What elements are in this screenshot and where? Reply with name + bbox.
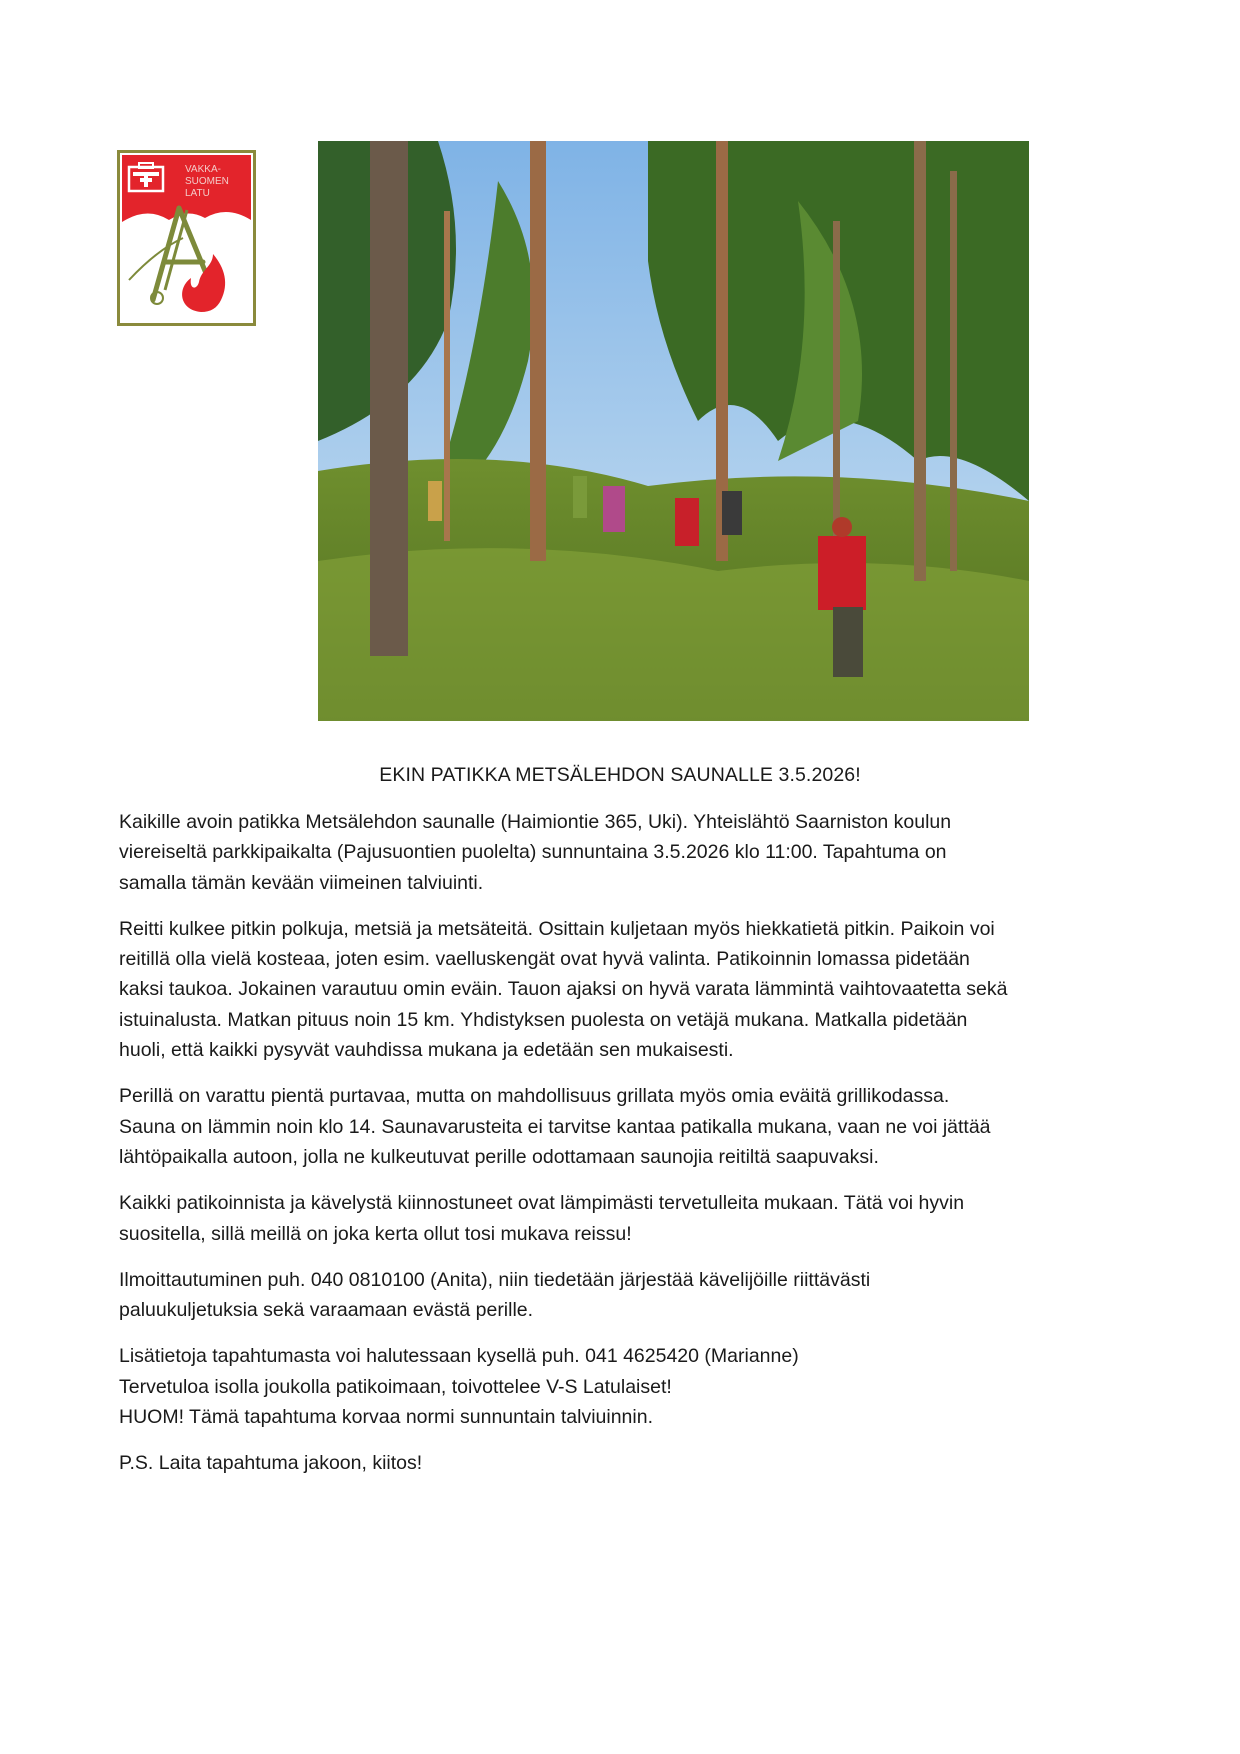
logo-text: VAKKA- SUOMEN LATU: [185, 164, 229, 199]
paragraph-ps: P.S. Laita tapahtuma jakoon, kiitos!: [119, 1452, 423, 1475]
paragraph-route: Reitti kulkee pitkin polkuja, metsiä ja metsäteitä. Osittain kuljetaan myös hiekkatietä pitkin. Paikoin voi reitillä olla vielä kosteaa, joten esim. vaelluskengät ovat hyvä valinta. Patikoinnin lomassa pidetään kaksi taukoa. Jokainen varautuu omin eväin. Tauon ajaksi on hyvä varata lämmintä vaihtovaatetta sekä istuinalusta. Matkan pituus noin 15 km. Yhdistyksen puolesta on vetäjä mukana. Matkalla pidetään huoli, että kaikki pysyvät vauhdissa mukana ja edetään sen mukaisesti.: [119, 917, 1008, 1062]
forest-hike-photo: [318, 141, 1029, 721]
paragraph-intro: Kaikille avoin patikka Metsälehdon saunalle (Haimiontie 365, Uki). Yhteislähtö Saarniston koulun viereiseltä parkkipaikalta (Pajusuontien puolelta) sunnuntaina 3.5.2026 klo 11:00. Tapahtuma on samalla tämän kevään viimeinen talviuinti.: [119, 811, 952, 894]
forest-scene-image: [318, 141, 1029, 721]
paragraph-sauna: Perillä on varattu pientä purtavaa, mutta on mahdollisuus grillata myös omia eväitä grillikodassa. Sauna on lämmin noin klo 14. Saunavarusteita ei tarvitse kantaa patikalla mukana, vaan ne voi jättää lähtöpaikalla autoon, jolla ne kulkeutuvat perille odottamaan saunojia reitiltä saapuvaksi.: [119, 1085, 991, 1168]
paragraph-welcome: Kaikki patikoinnista ja kävelystä kiinnostuneet ovat lämpimästi tervetulleita mukaan. Tätä voi hyvin suositella, sillä meillä on joka kerta ollut tosi mukava reissu!: [119, 1192, 965, 1245]
event-title: EKIN PATIKKA METSÄLEHDON SAUNALLE 3.5.2026!: [379, 764, 861, 786]
paragraph-contact: Lisätietoja tapahtumasta voi halutessaan kysellä puh. 041 4625420 (Marianne) Tervetuloa isolla joukolla patikoimaan, toivottelee V-S Latulaiset! HUOM! Tämä tapahtuma korvaa normi sunnuntain talviuinnin.: [119, 1345, 799, 1429]
vakka-suomen-latu-logo: [117, 150, 256, 326]
event-description: [119, 807, 1129, 1495]
logo-emblem-icon: [117, 150, 256, 326]
paragraph-registration: Ilmoittautuminen puh. 040 0810100 (Anita), niin tiedetään järjestää kävelijöille riittävästi paluukuljetuksia sekä varaamaan evästä perille.: [119, 1268, 871, 1322]
